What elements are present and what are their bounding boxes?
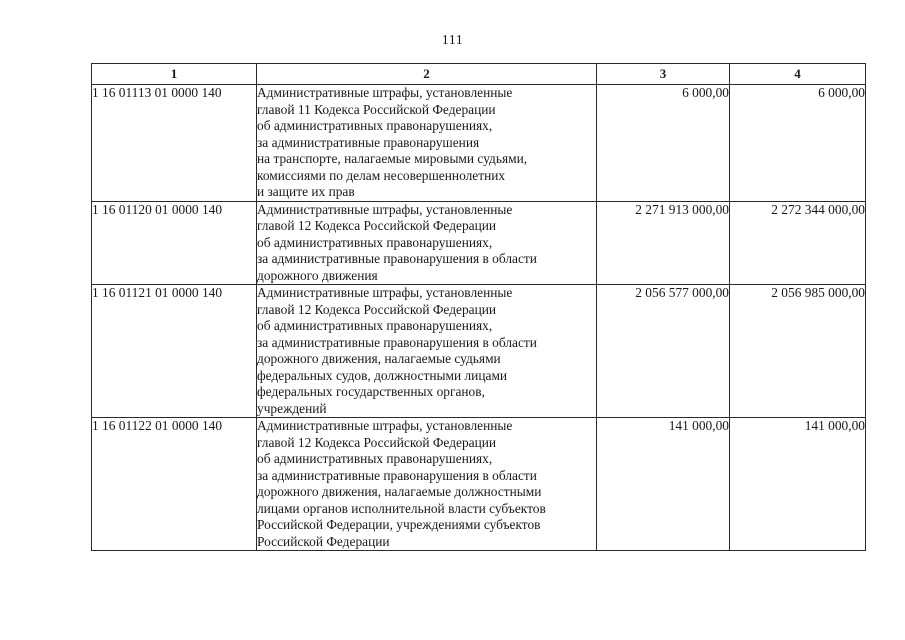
budget-code-cell: 1 16 01120 01 0000 140 xyxy=(92,201,257,285)
amount-col3-cell: 2 056 577 000,00 xyxy=(597,285,730,418)
description-line: об административных правонарушениях, xyxy=(257,318,493,333)
amount-col3-cell: 6 000,00 xyxy=(597,85,730,202)
header-col-4: 4 xyxy=(730,64,866,85)
header-col-1: 1 xyxy=(92,64,257,85)
description-line: дорожного движения, налагаемые должностными xyxy=(257,484,542,499)
budget-code-cell: 1 16 01113 01 0000 140 xyxy=(92,85,257,202)
table-header-row xyxy=(92,64,866,85)
table-row xyxy=(92,201,866,285)
amount-col4-cell: 2 056 985 000,00 xyxy=(730,285,866,418)
description-cell xyxy=(257,418,597,551)
budget-code-cell: 1 16 01121 01 0000 140 xyxy=(92,285,257,418)
page-number: 111 xyxy=(441,33,464,48)
table-row xyxy=(92,285,866,418)
amount-col3-cell: 141 000,00 xyxy=(597,418,730,551)
description-line: главой 12 Кодекса Российской Федерации xyxy=(257,218,497,233)
description-line: об административных правонарушениях, xyxy=(257,118,493,133)
description-line: за административные правонарушения в области xyxy=(257,334,537,350)
amount-col4-cell: 6 000,00 xyxy=(730,85,866,202)
description-line: за административные правонарушения xyxy=(257,134,480,150)
description-line: главой 12 Кодекса Российской Федерации xyxy=(257,301,497,317)
description-line: Административные штрафы, установленные xyxy=(257,285,513,300)
description-line: федеральных судов, должностными лицами xyxy=(257,367,508,383)
amount-col3-cell: 2 271 913 000,00 xyxy=(597,201,730,285)
description-line: за административные правонарушения в области xyxy=(257,251,537,266)
description-line: главой 11 Кодекса Российской Федерации xyxy=(257,101,496,117)
description-line: дорожного движения xyxy=(257,267,378,283)
description-line: дорожного движения, налагаемые судьями xyxy=(257,351,501,366)
amount-col4-cell: 2 272 344 000,00 xyxy=(730,201,866,285)
description-cell xyxy=(257,85,597,202)
description-line: учреждений xyxy=(257,400,327,416)
budget-table xyxy=(91,63,866,551)
description-line: лицами органов исполнительной власти субъектов xyxy=(257,500,546,516)
description-line: об административных правонарушениях, xyxy=(257,451,493,466)
description-cell xyxy=(257,285,597,418)
budget-code-cell: 1 16 01122 01 0000 140 xyxy=(92,418,257,551)
table-row xyxy=(92,85,866,202)
description-line: на транспорте, налагаемые мировыми судьями, xyxy=(257,151,528,166)
description-line: Административные штрафы, установленные xyxy=(257,418,513,433)
table-row xyxy=(92,418,866,551)
description-line: главой 12 Кодекса Российской Федерации xyxy=(257,434,497,450)
description-line: федеральных государственных органов, xyxy=(257,384,485,399)
header-col-3: 3 xyxy=(597,64,730,85)
description-line: Административные штрафы, установленные xyxy=(257,85,513,100)
description-line: об административных правонарушениях, xyxy=(257,234,493,250)
description-line: Административные штрафы, установленные xyxy=(257,201,513,217)
description-line: комиссиями по делам несовершеннолетних xyxy=(257,167,506,183)
description-cell xyxy=(257,201,597,285)
description-line: за административные правонарушения в области xyxy=(257,467,537,483)
description-line: и защите их прав xyxy=(257,184,355,199)
amount-col4-cell: 141 000,00 xyxy=(730,418,866,551)
header-col-2: 2 xyxy=(257,64,597,85)
description-line: Российской Федерации, учреждениями субъектов xyxy=(257,517,541,532)
description-line: Российской Федерации xyxy=(257,533,390,549)
